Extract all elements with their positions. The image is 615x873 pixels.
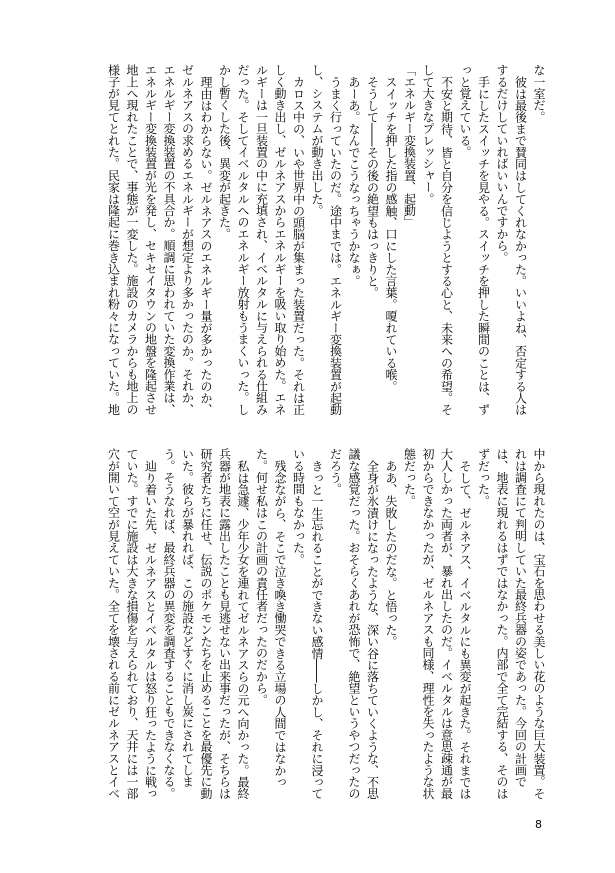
paragraph: 手にしたスイッチを見やる。スイッチを押した瞬間のことは、ずっと覚えている。 (458, 64, 491, 416)
top-text-block (104, 64, 548, 420)
paragraph: 不安と期待、皆と自分を信じようとする心と、未来への希望。そして大きなプレッシャー。 (421, 64, 454, 416)
paragraph: 彼は最後まで賛同はしてくれなかった。いいよね、否定する人はするだけしていればいいんですから。 (495, 64, 528, 416)
paragraph: きっと一生忘れることができない感情――しかし、それに浸っている時間もなかった。 (291, 448, 324, 800)
paragraph: な一室だ。 (532, 64, 546, 123)
paragraph: スイッチを押した指の感触、口にした言葉。嗄れている喉。 (384, 76, 398, 392)
paragraph: 全身が氷漬けになったような、深い谷に落ちていくような、不思議な感覚だった。おそらくあれが恐怖で、絶望というやつだったのだろう。 (328, 448, 380, 800)
bottom-text-block (104, 448, 548, 804)
paragraph: 中から現れたのは、宝石を思わせる美しい花のような巨大装置。それは調査にて判明していた最終兵器の姿であった。今回の計画では、地表に現れるはずではなかった。内部で全て完結する、そのはずだった。 (476, 448, 546, 800)
paragraph: ああ、失敗したのだな。と悟った。 (384, 460, 398, 648)
paragraph: 私は急遽、少年少女を連れてゼルネアスらの元へ向かった。最終兵器が地表に露出したことも見逃せない出来事だったが、そちらは研究者たちに任せ、伝説のポケモンたちを止めることを最優先に動いた。彼らが暴れれば、この施設などすぐに消し炭にされてしまう。そうなれば、最終兵器の異変を調査することもできなくなる。 (162, 448, 250, 800)
paragraph: そうして――その後の絶望もはっきりと。 (365, 76, 380, 299)
page-number: 8 (535, 818, 542, 831)
paragraph: あーあ。なんでこうなっちゃうかなぁ。 (347, 76, 361, 287)
paragraph: そして、ゼルネアス、イベルタルにも異変が起きた。それまでは大人しかった両者が、暴れ出したのだ。イベルタルは意思疎通が最初からできなかったが、ゼルネアスも同様、理性を失ったような状態だった。 (402, 448, 472, 800)
paragraph: 残念ながら、そこで泣き喚き慟哭できる立場の人間ではなかった。何せ私はこの計画の責任者だったのだから。 (254, 448, 287, 788)
paragraph: 「エネルギー変換装置、起動」 (402, 64, 417, 228)
paragraph: カロス中の、いや世界中の頭脳が集まった装置だった。それは正しく動き出し、ゼルネアスからエネルギーを吸い取り始めた。エネルギーは一旦装置の中に充填され、イベルタルに与えられる仕組みだった。そしてイベルタルへのエネルギー放射もうまくいった。しかし暫くした後、異変が起きた。 (217, 64, 306, 416)
paragraph: 理由はわからない。ゼルネアスのエネルギー量が多かったのか、ゼルネアスの求めるエネルギーが想定より多かったのか。それか、エネルギー変換装置の不具合か。順調に思われていた変換作業は、エネルギー変換装置が光を発し、セキセイタウンの地盤を隆起させ地上へ現れたことで、事態が一変した。施設のカメラからも地上の様子が見てとれた。民家は隆起に巻き込まれ粉々になっていた。地 (106, 64, 213, 416)
paragraph: うまく行っていたのだ。途中までは。エネルギー変換装置が起動し、システムが動き出した。 (310, 64, 343, 416)
paragraph: 辿り着いた先、ゼルネアスとイベルタルは怒り狂ったように戦っていた。すでに施設は大きな損傷を与えられており、天井には一部穴が開いて空が見えていた。全てを壊される前にゼルネアスとイベ (106, 448, 158, 800)
